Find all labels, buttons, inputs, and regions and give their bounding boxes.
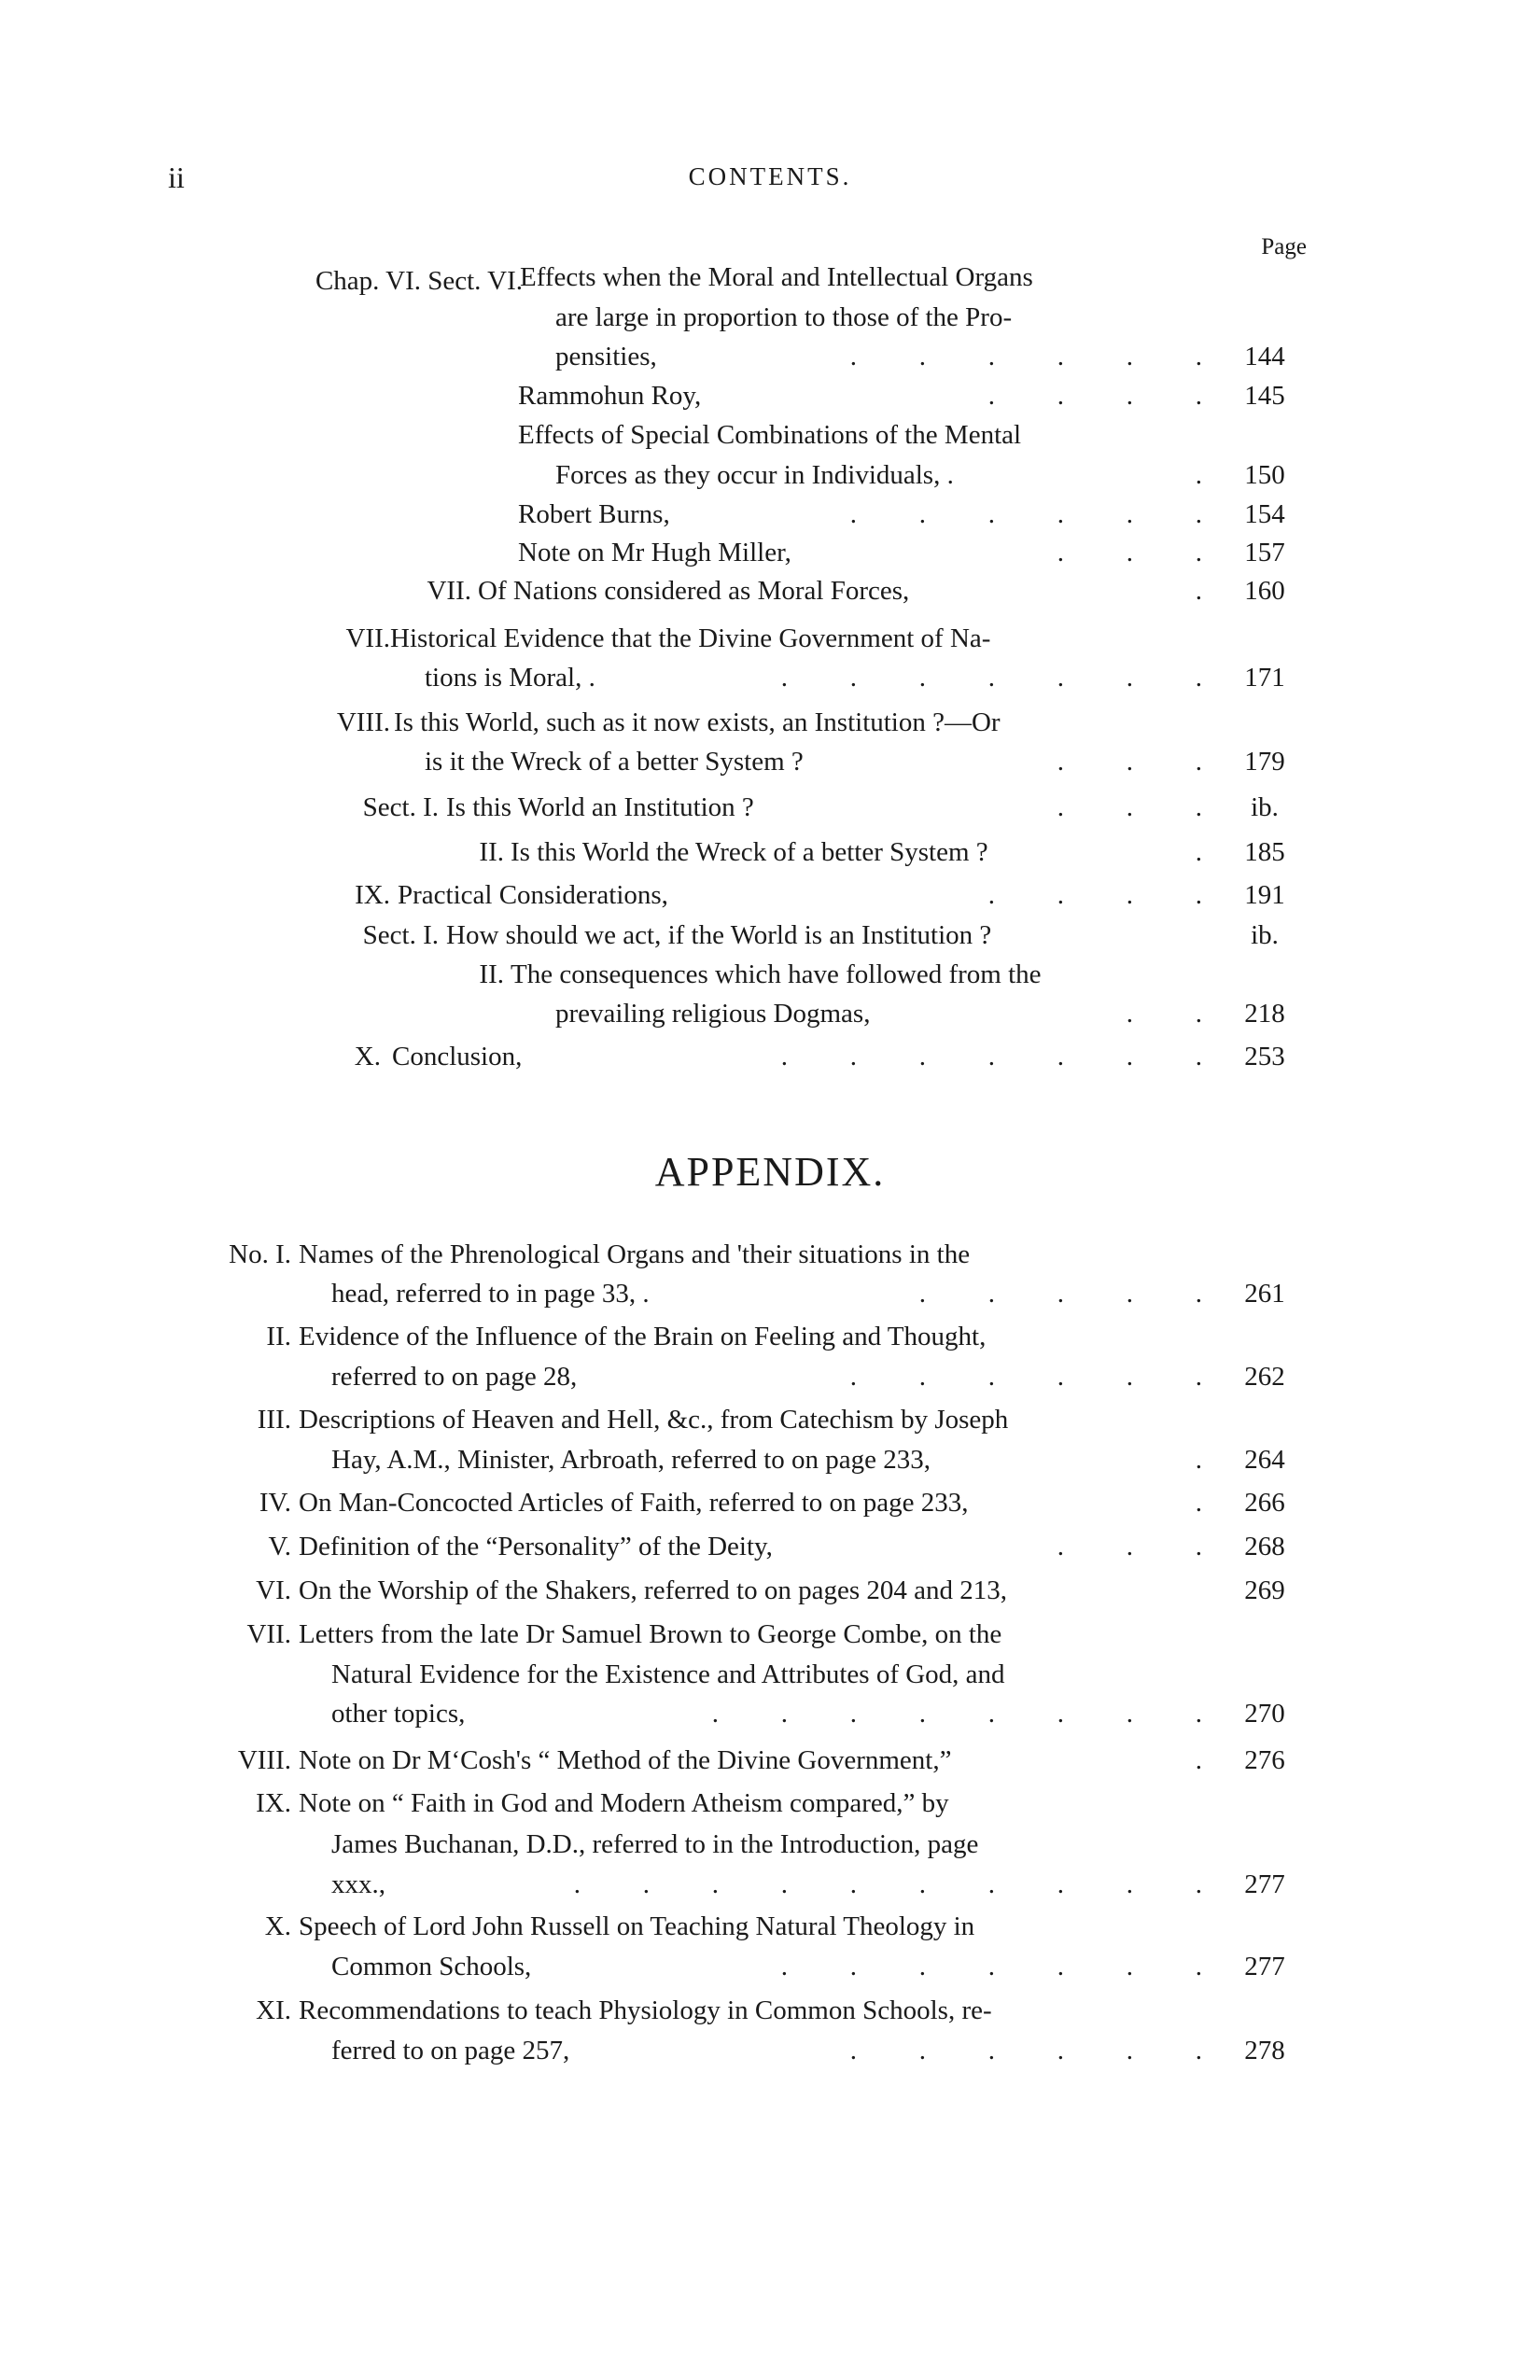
leader-dots: . . . . . . — [849, 501, 1204, 528]
appendix-label: VIII. — [237, 1745, 291, 1775]
appendix-entry-line: Note on Dr M‘Cosh's “ Method of the Divine Government,” — [299, 1745, 952, 1775]
leader-dots: . . . — [1057, 539, 1204, 567]
appendix-entry-line: Names of the Phrenological Organs and 'their situations in the — [299, 1239, 971, 1269]
toc-entry-line: The consequences which have followed from the — [511, 959, 1042, 989]
appendix-label: IX. — [256, 1788, 291, 1818]
appendix-label: III. — [257, 1405, 291, 1435]
toc-page-number: 191 — [1244, 880, 1285, 910]
toc-page-number: 160 — [1244, 576, 1285, 606]
toc-entry-line: Effects when the Moral and Intellectual Organs — [520, 262, 1033, 292]
appendix-entry-line: Descriptions of Heaven and Hell, &c., from Catechism by Joseph — [299, 1405, 1009, 1435]
toc-label: Chap. VI. Sect. VI. — [315, 266, 523, 296]
leader-dots: . . . . . . — [849, 343, 1204, 371]
appendix-entry-line: head, referred to in page 33, . — [331, 1279, 650, 1309]
toc-page-number: 185 — [1244, 837, 1285, 867]
appendix-page-number: 276 — [1244, 1745, 1285, 1775]
appendix-page-number: 262 — [1244, 1362, 1285, 1392]
appendix-label: II. — [266, 1322, 291, 1351]
leader-dots: . . . . . . — [849, 2037, 1204, 2065]
toc-entry-line: pensities, — [555, 342, 657, 371]
appendix-page-number: 266 — [1244, 1488, 1285, 1518]
leader-dots: . . . — [1057, 1533, 1204, 1561]
leader-dots: . . . . . — [918, 1281, 1204, 1308]
appendix-page-number: 269 — [1244, 1575, 1285, 1605]
toc-label: VII. — [427, 576, 471, 606]
toc-page-number: 253 — [1244, 1042, 1285, 1071]
leader-dots: . . . . . . . — [780, 1043, 1204, 1071]
appendix-page-number: 277 — [1244, 1952, 1285, 1981]
appendix-page-number: 261 — [1244, 1279, 1285, 1309]
appendix-title: APPENDIX. — [654, 1149, 886, 1195]
toc-entry-line: Robert Burns, — [518, 499, 670, 529]
leader-dots: . — [1195, 462, 1204, 489]
toc-entry-line: Practical Considerations, — [398, 880, 668, 910]
appendix-entry-line: James Buchanan, D.D., referred to in the Introduction, page — [331, 1829, 979, 1859]
appendix-entry-line: Evidence of the Influence of the Brain on Feeling and Thought, — [299, 1322, 987, 1351]
appendix-entry-line: Hay, A.M., Minister, Arbroath, referred to on page 233, — [331, 1445, 931, 1475]
leader-dots: . — [1195, 1747, 1204, 1774]
appendix-label: V. — [268, 1532, 291, 1561]
toc-entry-line: How should we act, if the World is an Institution ? — [446, 920, 992, 950]
appendix-label: VII. — [246, 1619, 291, 1649]
appendix-entry-line: Note on “ Faith in God and Modern Atheism compared,” by — [299, 1788, 949, 1818]
toc-entry-line: Forces as they occur in Individuals, . — [555, 460, 954, 490]
toc-label: II. — [479, 959, 504, 989]
toc-entry-line: Note on Mr Hugh Miller, — [518, 538, 791, 567]
leader-dots: . — [1195, 1490, 1204, 1517]
toc-label: IX. — [355, 880, 390, 910]
page-number: ii — [168, 161, 185, 194]
toc-label: Sect. I. — [362, 920, 439, 950]
toc-entry-line: Of Nations considered as Moral Forces, — [478, 576, 910, 606]
leader-dots: . . . . . . . — [780, 665, 1204, 692]
appendix-page-number: 278 — [1244, 2036, 1285, 2065]
appendix-entry-line: other topics, — [331, 1699, 466, 1729]
appendix-page-number: 268 — [1244, 1532, 1285, 1561]
toc-page-number: ib. — [1251, 920, 1279, 950]
leader-dots: . . — [1126, 1001, 1204, 1028]
toc-entry-line: Is this World the Wreck of a better System ? — [511, 837, 988, 867]
appendix-entry-line: xxx., — [331, 1869, 385, 1899]
appendix-entry-line: Common Schools, — [331, 1952, 532, 1981]
toc-entry-line: Is this World an Institution ? — [446, 792, 754, 822]
toc-entry-line: are large in proportion to those of the Pro- — [555, 302, 1013, 332]
toc-entry-line: Rammohun Roy, — [518, 381, 702, 411]
toc-page-number: 144 — [1244, 342, 1285, 371]
appendix-entry-line: Letters from the late Dr Samuel Brown to George Combe, on the — [299, 1619, 1002, 1649]
toc-label: X. — [354, 1042, 381, 1071]
appendix-page-number: 270 — [1244, 1699, 1285, 1729]
appendix-entry-line: On Man-Concocted Articles of Faith, referred to on page 233, — [299, 1488, 969, 1518]
leader-dots: . — [1195, 578, 1204, 605]
toc-entry-line: is it the Wreck of a better System ? — [425, 747, 804, 777]
toc-page-number: 150 — [1244, 460, 1285, 490]
appendix-entry-line: Natural Evidence for the Existence and Attributes of God, and — [331, 1659, 1005, 1689]
toc-entry-line: Conclusion, — [392, 1042, 523, 1071]
toc-page-number: 179 — [1244, 747, 1285, 777]
appendix-entry-line: referred to on page 28, — [331, 1362, 578, 1392]
page-column-label: Page — [1261, 234, 1307, 259]
toc-page-number: ib. — [1251, 792, 1279, 822]
leader-dots: . . . . . . . . . . — [573, 1871, 1204, 1898]
toc-label: Sect. I. — [362, 792, 439, 822]
appendix-entry-line: Definition of the “Personality” of the Deity, — [299, 1532, 773, 1561]
toc-entry-line: Effects of Special Combinations of the Mental — [518, 420, 1022, 450]
leader-dots: . . . . — [987, 882, 1204, 909]
toc-entry-line: Historical Evidence that the Divine Government of Na- — [390, 623, 991, 653]
appendix-entry-line: Recommendations to teach Physiology in Common Schools, re- — [299, 1995, 992, 2025]
toc-page-number: 171 — [1244, 663, 1285, 693]
appendix-entry-line: On the Worship of the Shakers, referred to on pages 204 and 213, — [299, 1575, 1007, 1605]
toc-page-number: 218 — [1244, 999, 1285, 1029]
leader-dots: . . . . — [987, 383, 1204, 410]
toc-entry-line: tions is Moral, . — [425, 663, 595, 693]
toc-entry-line: prevailing religious Dogmas, — [555, 999, 871, 1029]
leader-dots: . — [1195, 839, 1204, 866]
leader-dots: . . . . . . . . — [711, 1701, 1204, 1728]
leader-dots: . . . — [1057, 749, 1204, 776]
appendix-label: X. — [264, 1911, 291, 1941]
page-title: CONTENTS. — [688, 162, 852, 190]
appendix-label: No. I. — [229, 1239, 291, 1269]
appendix-label: XI. — [256, 1995, 291, 2025]
toc-page-number: 157 — [1244, 538, 1285, 567]
toc-label: VIII. — [336, 707, 390, 737]
appendix-entry-line: ferred to on page 257, — [331, 2036, 570, 2065]
toc-entry-line: Is this World, such as it now exists, an Institution ?—Or — [394, 707, 1001, 737]
toc-page-number: 154 — [1244, 499, 1285, 529]
appendix-label: IV. — [259, 1488, 291, 1518]
appendix-label: VI. — [256, 1575, 291, 1605]
toc-label: II. — [479, 837, 504, 867]
appendix-entry-line: Speech of Lord John Russell on Teaching Natural Theology in — [299, 1911, 975, 1941]
leader-dots: . . . . . . . — [780, 1953, 1204, 1981]
appendix-page-number: 277 — [1244, 1869, 1285, 1899]
leader-dots: . . . — [1057, 794, 1204, 821]
toc-page-number: 145 — [1244, 381, 1285, 411]
leader-dots: . . . . . . — [849, 1364, 1204, 1391]
appendix-page-number: 264 — [1244, 1445, 1285, 1475]
toc-label: VII. — [345, 623, 390, 653]
leader-dots: . — [1195, 1447, 1204, 1474]
